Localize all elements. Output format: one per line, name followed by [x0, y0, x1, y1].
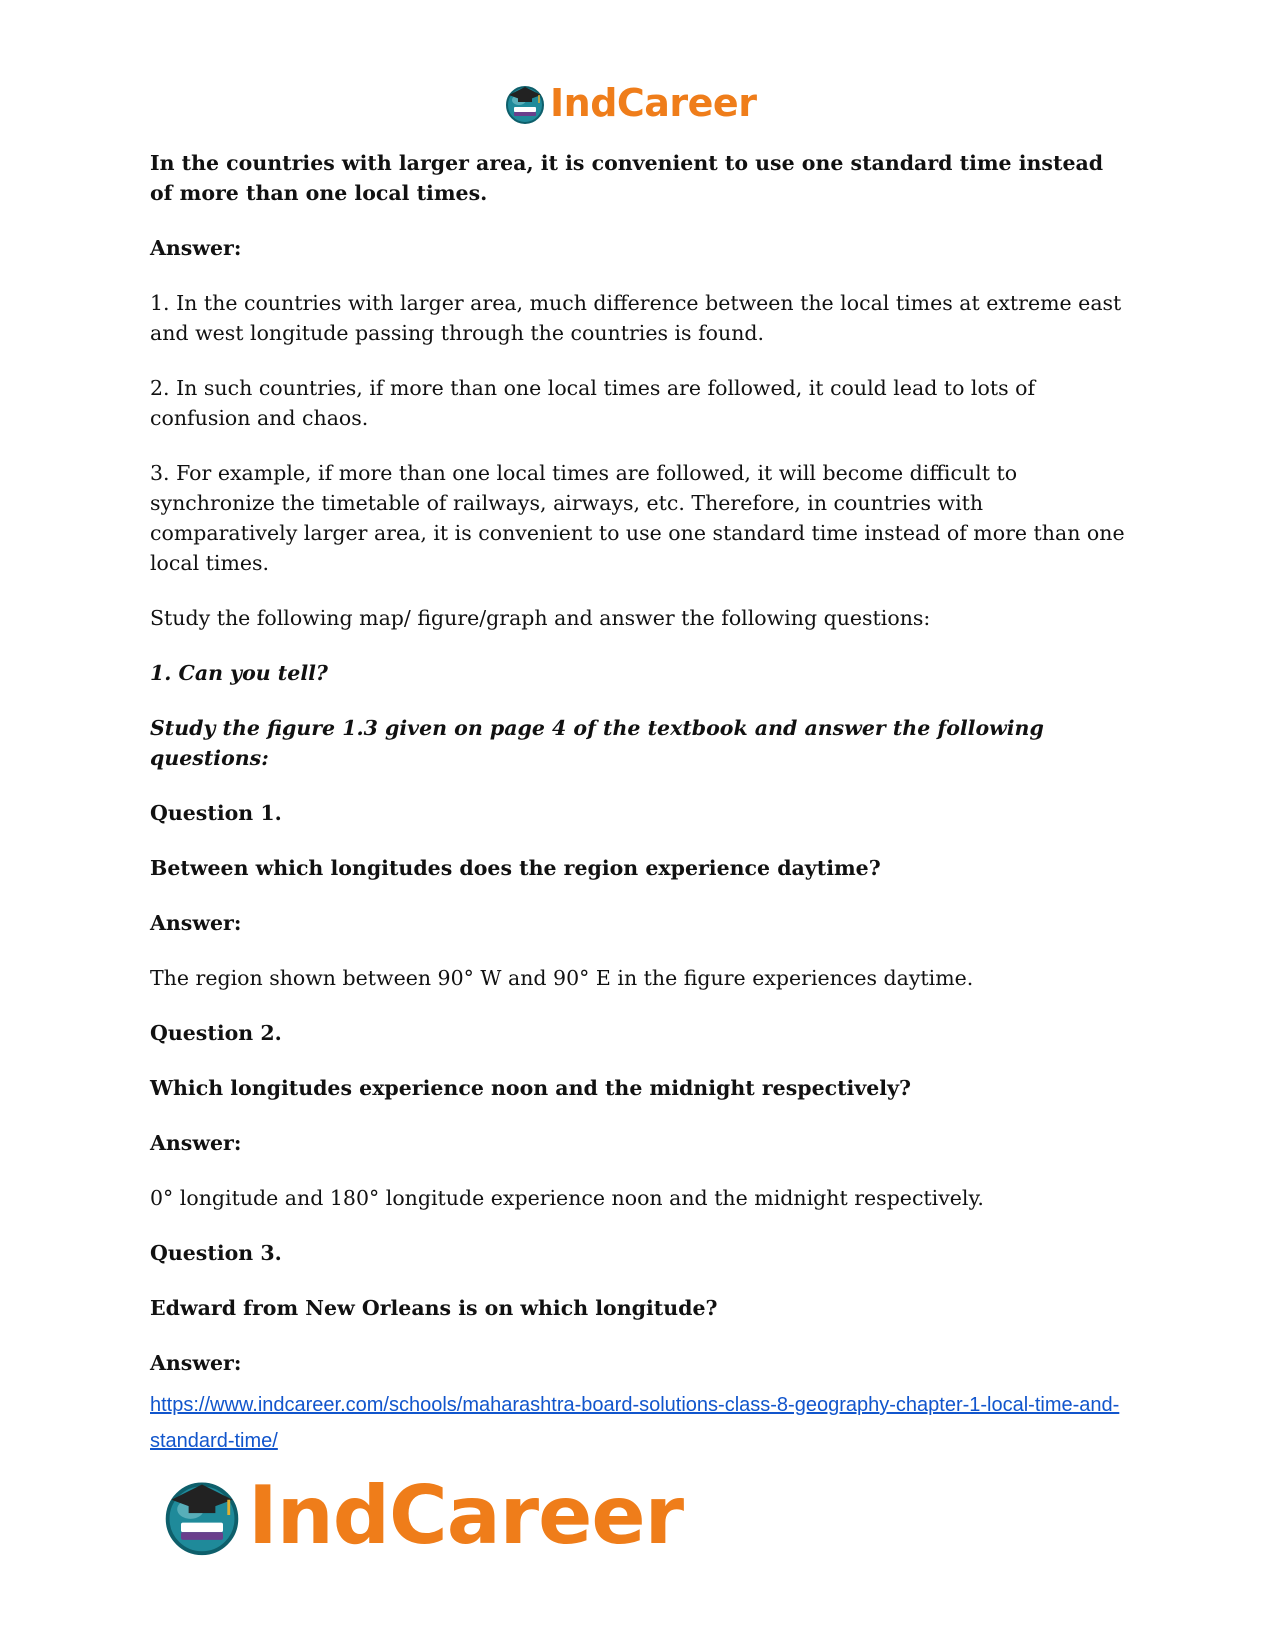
question-2-label: Question 2. [150, 1021, 282, 1045]
question-1-answer-label: Answer: [150, 911, 242, 935]
question-1-answer: The region shown between 90° W and 90° E in the figure experiences daytime. [150, 966, 974, 990]
footer-logo [160, 1470, 683, 1560]
footer-logo-text: IndCareer [248, 1468, 684, 1562]
answer-label: Answer: [150, 236, 242, 260]
answer-point-1: 1. In the countries with larger area, much difference between the local times at extreme east and west longitude passing through the countries is found. [150, 291, 1122, 345]
question-2-text: Which longitudes experience noon and the midnight respectively? [150, 1076, 912, 1100]
question-1-text: Between which longitudes does the region experience daytime? [150, 856, 881, 880]
intro-statement: In the countries with larger area, it is convenient to use one standard time instead of more than one local times. [150, 151, 1104, 205]
answer-point-3: 3. For example, if more than one local times are followed, it will become difficult to synchronize the timetable of railways, airways, etc. Therefore, in countries with comparatively larger area, it is convenient to use one standard time instead of more than one local times. [150, 461, 1125, 575]
section-heading: 1. Can you tell? [150, 661, 328, 685]
document-body [150, 148, 1125, 1403]
source-url-link[interactable]: https://www.indcareer.com/schools/maharashtra-board-solutions-class-8-geography-chapter-1-local-time-and-standard-time/ [150, 1394, 1120, 1452]
header-logo [503, 80, 756, 126]
header-logo-text: IndCareer [550, 81, 757, 125]
globe-graduation-cap-icon [160, 1473, 244, 1557]
question-3-text: Edward from New Orleans is on which longitude? [150, 1296, 718, 1320]
question-1-label: Question 1. [150, 801, 282, 825]
question-3-answer-label: Answer: [150, 1351, 242, 1375]
section-instruction: Study the figure 1.3 given on page 4 of the textbook and answer the following questions: [150, 716, 1044, 770]
globe-graduation-cap-icon [503, 81, 547, 125]
study-instruction: Study the following map/ figure/graph and answer the following questions: [150, 606, 931, 630]
question-2-answer-label: Answer: [150, 1131, 242, 1155]
answer-point-2: 2. In such countries, if more than one local times are followed, it could lead to lots of confusion and chaos. [150, 376, 1036, 430]
question-3-label: Question 3. [150, 1241, 282, 1265]
question-2-answer: 0° longitude and 180° longitude experience noon and the midnight respectively. [150, 1186, 984, 1210]
